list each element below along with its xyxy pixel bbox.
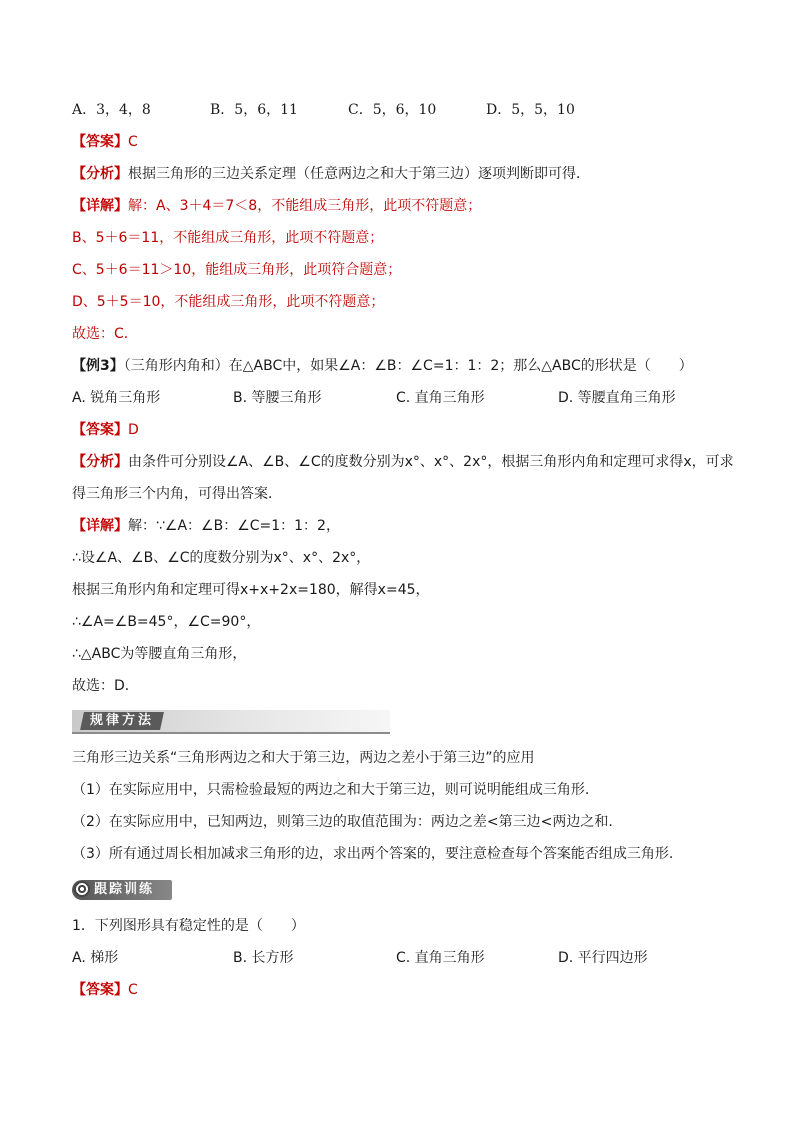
ex3-detail-tag: 【详解】 [72,518,128,534]
practice-option-d: D. 平行四边形 [558,950,648,966]
answer-line [72,132,138,152]
ex3-detail-3: 根据三角形内角和定理可得x+x+2x=180，解得x=45， [72,582,430,598]
option-b: B．5，6，11 [210,102,298,118]
ex3-answer-tag: 【答案】 [72,422,128,438]
method-point-3: （3）所有通过周长相加减求三角形的边，求出两个答案的，要注意检查每个答案能否组成三角形. [72,846,674,862]
analysis-line [72,164,590,184]
method-point-2: （2）在实际应用中，已知两边，则第三边的取值范围为：两边之差<第三边<两边之和. [72,814,613,830]
detail-tag: 【详解】 [72,198,128,214]
answer-value: C [128,134,138,150]
ex3-option-b: B. 等腰三角形 [233,390,322,406]
ex3-option-a: A. 锐角三角形 [72,390,161,406]
target-icon [74,881,90,897]
detail-line-d: D、5＋5＝10，不能组成三角形，此项不符题意； [72,294,385,310]
ex3-analysis-tag: 【分析】 [72,454,128,470]
practice-banner [72,880,172,900]
option-c: C．5，6，10 [348,102,437,118]
ex3-option-c: C. 直角三角形 [396,390,485,406]
method-point-1: （1）在实际应用中，只需检验最短的两边之和大于第三边，则可说明能组成三角形. [72,782,590,798]
practice-answer-line [72,980,138,1000]
practice-option-c: C. 直角三角形 [396,950,485,966]
practice-banner-label: 跟踪训练 [94,882,155,897]
answer-tag: 【答案】 [72,134,128,150]
practice-q1: 1．下列图形具有稳定性的是（ ） [72,918,305,934]
option-a: A．3，4，8 [72,102,151,118]
detail-line [72,196,481,216]
practice-answer-value: C [128,982,138,998]
ex3-analysis-line [72,452,734,472]
option-d: D．5，5，10 [486,102,575,118]
conclusion: 故选：C． [72,326,138,342]
ex3-detail-line [72,516,340,536]
method-banner-label: 规律方法 [90,713,155,728]
ex3-detail-5: ∴△ABC为等腰直角三角形， [72,646,247,662]
detail-line-b: B、5＋6＝11，不能组成三角形，此项不符题意； [72,230,384,246]
method-banner [72,710,390,734]
detail-line-c: C、5＋6＝11＞10，能组成三角形，此项符合题意； [72,262,402,278]
practice-option-b: B. 长方形 [233,950,294,966]
ex3-answer-line [72,420,139,440]
ex3-answer-value: D [128,422,139,438]
ex3-analysis-line2: 得三角形三个内角，可得出答案． [72,486,282,502]
example3-stem-line [72,356,693,376]
ex3-detail-4: ∴∠A=∠B=45°，∠C=90°， [72,614,261,630]
ex3-detail-text: 解：∵∠A：∠B：∠C=1：1：2， [128,518,340,534]
analysis-tag: 【分析】 [72,166,128,182]
ex3-analysis-text: 由条件可分别设∠A、∠B、∠C的度数分别为x°、x°、2x°，根据三角形内角和定理可求得x，可求 [128,454,734,470]
practice-option-a: A. 梯形 [72,950,119,966]
ex3-option-d: D. 等腰直角三角形 [558,390,676,406]
ex3-conclusion: 故选：D． [72,678,139,694]
method-intro: 三角形三边关系“三角形两边之和大于第三边，两边之差小于第三边”的应用 [72,750,535,766]
ex3-detail-2: ∴设∠A、∠B、∠C的度数分别为x°、x°、2x°， [72,550,371,566]
example3-tag: 【例3】 [72,358,124,374]
practice-answer-tag: 【答案】 [72,982,128,998]
analysis-text: 根据三角形的三边关系定理（任意两边之和大于第三边）逐项判断即可得． [128,166,590,182]
example3-stem: （三角形内角和）在△ABC中，如果∠A：∠B：∠C=1：1：2；那么△ABC的形状是（ ） [123,358,693,374]
detail-text: 解：A、3＋4＝7＜8，不能组成三角形，此项不符题意； [128,198,482,214]
method-banner-tab [80,712,164,730]
